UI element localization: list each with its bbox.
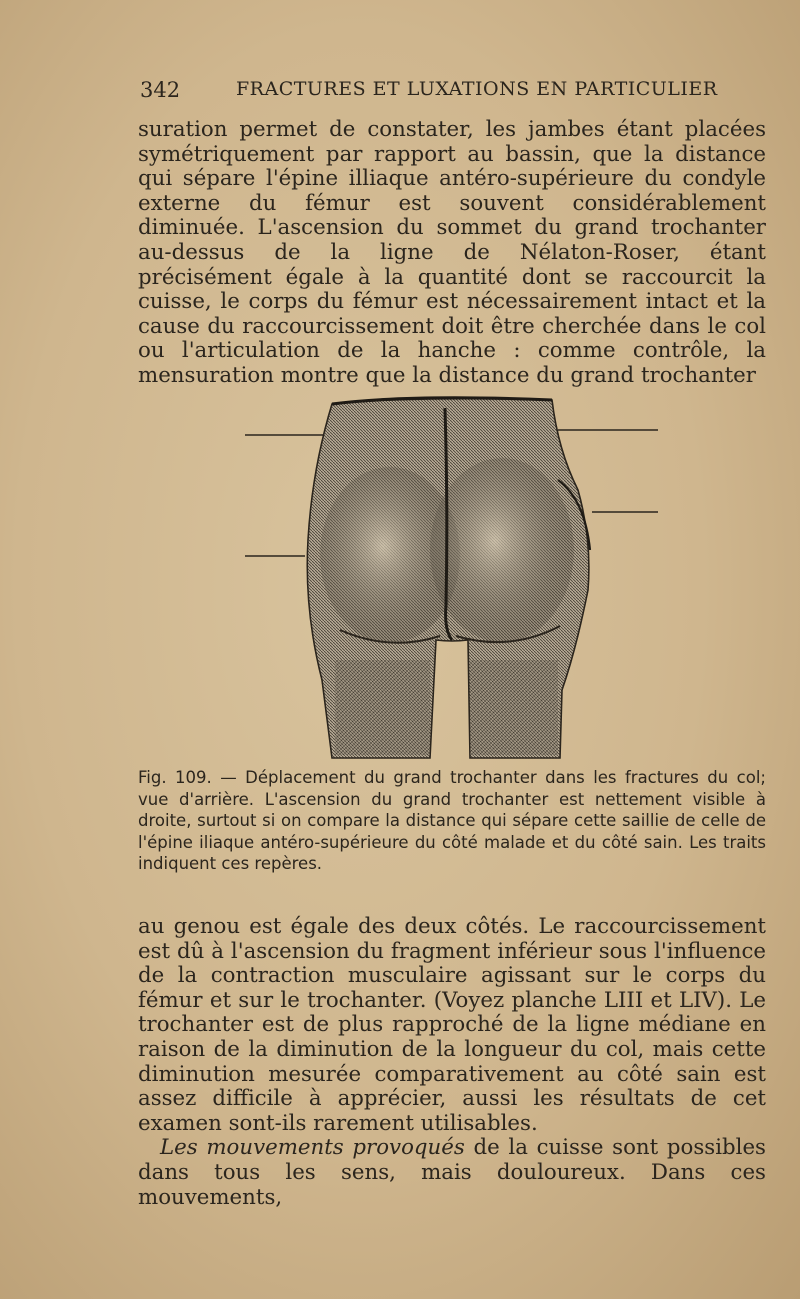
page-number: 342 (140, 78, 181, 102)
running-title: FRACTURES ET LUXATIONS EN PARTICULIER (236, 78, 718, 100)
figure-caption-text: Fig. 109. — Déplacement du grand trochanter dans les fractures du col; vue d'arrière. L'ascension du grand trochanter est nettement visible à droite, surtout si on compare la distance qui sépare cette saillie de celle de l'épine iliaque antéro-supérieure du côté malade et du côté sain. Les traits indiquent ces repères. (138, 768, 766, 873)
paragraph-last (138, 1136, 766, 1210)
figure-109 (240, 390, 670, 765)
paragraph-top (138, 118, 766, 389)
page-header (140, 78, 718, 108)
right-buttock-shade (430, 458, 574, 642)
figure-illustration (240, 390, 670, 765)
italic-phrase: Les mouvements provoqués (160, 1135, 465, 1161)
paragraph-top-text: suration permet de constater, les jambes étant placées symétriquement par rapport au bassin, que la distance qui sépare l'épine illiaque antéro-supérieure du condyle externe du fémur est souvent considérablement diminuée. L'ascension du sommet du grand trochanter au-dessus de la ligne de Nélaton-Roser, étant précisément égale à la quantité dont se raccourcit la cuisse, le corps du fémur est nécessairement intact et la cause du raccourcissement doit être cherchée dans le col ou l'articulation de la hanche : comme contrôle, la mensuration montre que la distance du grand trochanter (138, 117, 766, 388)
figure-caption (138, 767, 766, 875)
paragraph-last-text: de la cuisse sont possibles dans tous les sens, mais douloureux. Dans ces mouvements, (138, 1135, 766, 1210)
paragraph-bottom (138, 915, 766, 1210)
paragraph-bottom-text: au genou est égale des deux côtés. Le raccourcissement est dû à l'ascension du fragment inférieur sous l'influence de la contraction musculaire agissant sur le corps du fémur et sur le trochanter. (Voyez planche LIII et LIV). Le trochanter est de plus rapproché de la ligne médiane en raison de la diminution de la longueur du col, mais cette diminution mesurée comparativement au côté sain est assez difficile à apprécier, aussi les résultats de cet examen sont-ils rarement utilisables. (138, 914, 766, 1136)
